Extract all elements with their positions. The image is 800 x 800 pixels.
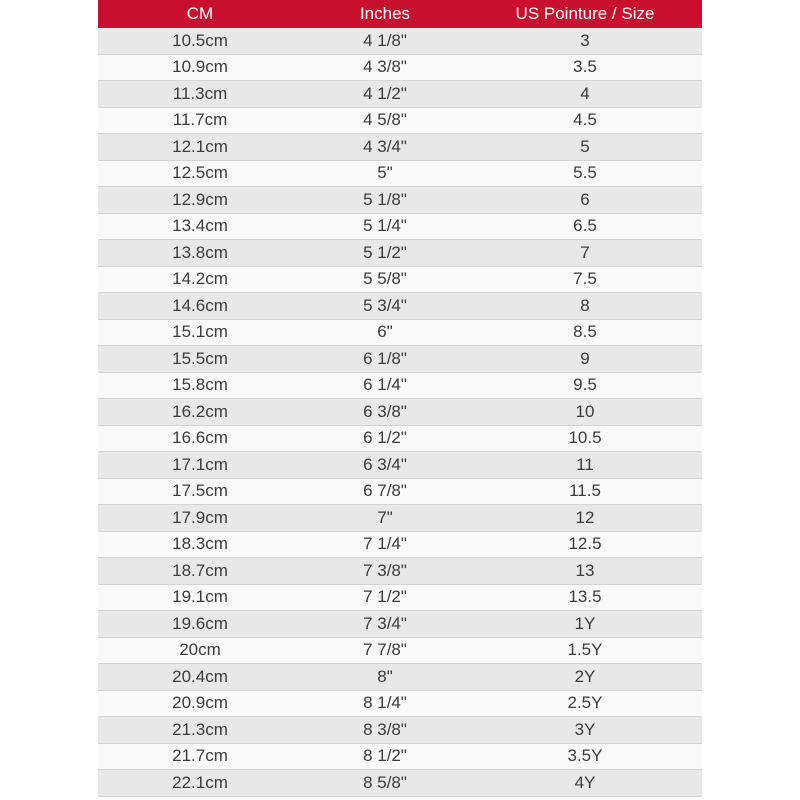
table-row (98, 319, 702, 346)
header-us-size: US Pointure / Size (468, 0, 702, 28)
cell-us-size: 3.5Y (468, 743, 702, 770)
cell-inches: 5 3/4" (302, 293, 468, 320)
cell-us-size: 10.5 (468, 425, 702, 452)
cell-inches: 4 5/8" (302, 107, 468, 134)
cell-us-size: 3.5 (468, 54, 702, 81)
table-row (98, 160, 702, 187)
cell-cm: 20.4cm (98, 664, 302, 691)
header-row (98, 0, 702, 28)
cell-inches: 6 7/8" (302, 478, 468, 505)
cell-cm: 20cm (98, 637, 302, 664)
table-row (98, 505, 702, 532)
table-row (98, 770, 702, 797)
cell-cm: 17.9cm (98, 505, 302, 532)
cell-cm: 12.9cm (98, 187, 302, 214)
table-row (98, 81, 702, 108)
cell-us-size: 5.5 (468, 160, 702, 187)
cell-inches: 6 3/4" (302, 452, 468, 479)
cell-us-size: 2.5Y (468, 690, 702, 717)
cell-cm: 21.3cm (98, 717, 302, 744)
cell-cm: 18.3cm (98, 531, 302, 558)
cell-inches: 5 1/2" (302, 240, 468, 267)
cell-inches: 4 1/2" (302, 81, 468, 108)
cell-inches: 4 3/4" (302, 134, 468, 161)
cell-cm: 20.9cm (98, 690, 302, 717)
cell-inches: 8 1/4" (302, 690, 468, 717)
header-cm: CM (98, 0, 302, 28)
cell-cm: 19.6cm (98, 611, 302, 638)
table-row (98, 372, 702, 399)
table-header (98, 0, 702, 28)
size-chart (98, 0, 702, 800)
table-row (98, 399, 702, 426)
table-row (98, 690, 702, 717)
cell-us-size: 4.5 (468, 107, 702, 134)
table-row (98, 266, 702, 293)
table-row (98, 107, 702, 134)
table-row (98, 743, 702, 770)
cell-inches: 5" (302, 160, 468, 187)
cell-cm: 17.5cm (98, 478, 302, 505)
cell-us-size: 4Y (468, 770, 702, 797)
table-row (98, 240, 702, 267)
table-row (98, 558, 702, 585)
header-inches: Inches (302, 0, 468, 28)
cell-inches: 6 1/4" (302, 372, 468, 399)
cell-us-size: 2Y (468, 664, 702, 691)
cell-inches: 8" (302, 664, 468, 691)
table-row (98, 54, 702, 81)
table-row (98, 611, 702, 638)
cell-inches: 7 1/2" (302, 584, 468, 611)
cell-cm: 18.7cm (98, 558, 302, 585)
cell-us-size: 6.5 (468, 213, 702, 240)
cell-cm: 21.7cm (98, 743, 302, 770)
cell-inches: 7" (302, 505, 468, 532)
cell-us-size: 12.5 (468, 531, 702, 558)
cell-inches: 7 7/8" (302, 637, 468, 664)
table-row (98, 187, 702, 214)
cell-cm: 17.1cm (98, 452, 302, 479)
cell-us-size: 1.5Y (468, 637, 702, 664)
table-row (98, 584, 702, 611)
table-row (98, 134, 702, 161)
cell-inches: 6 1/8" (302, 346, 468, 373)
cell-inches: 5 1/8" (302, 187, 468, 214)
cell-cm: 13.4cm (98, 213, 302, 240)
cell-cm: 16.6cm (98, 425, 302, 452)
cell-inches: 8 1/2" (302, 743, 468, 770)
cell-cm: 10.5cm (98, 28, 302, 54)
cell-cm: 11.3cm (98, 81, 302, 108)
cell-cm: 16.2cm (98, 399, 302, 426)
cell-us-size: 7 (468, 240, 702, 267)
table-row (98, 28, 702, 54)
cell-cm: 13.8cm (98, 240, 302, 267)
cell-inches: 4 1/8" (302, 28, 468, 54)
cell-cm: 10.9cm (98, 54, 302, 81)
cell-us-size: 12 (468, 505, 702, 532)
cell-inches: 4 3/8" (302, 54, 468, 81)
cell-us-size: 9 (468, 346, 702, 373)
cell-us-size: 11 (468, 452, 702, 479)
table-row (98, 664, 702, 691)
cell-us-size: 11.5 (468, 478, 702, 505)
cell-cm: 12.1cm (98, 134, 302, 161)
table-row (98, 717, 702, 744)
table-row (98, 213, 702, 240)
cell-inches: 5 5/8" (302, 266, 468, 293)
cell-inches: 5 1/4" (302, 213, 468, 240)
cell-us-size: 3Y (468, 717, 702, 744)
cell-us-size: 9.5 (468, 372, 702, 399)
cell-us-size: 13 (468, 558, 702, 585)
cell-us-size: 3 (468, 28, 702, 54)
cell-us-size: 6 (468, 187, 702, 214)
cell-inches: 7 3/4" (302, 611, 468, 638)
cell-inches: 8 3/8" (302, 717, 468, 744)
table-row (98, 425, 702, 452)
cell-cm: 15.1cm (98, 319, 302, 346)
table-row (98, 531, 702, 558)
cell-us-size: 5 (468, 134, 702, 161)
table-body (98, 28, 702, 796)
cell-cm: 22.1cm (98, 770, 302, 797)
cell-us-size: 8.5 (468, 319, 702, 346)
cell-cm: 14.6cm (98, 293, 302, 320)
cell-inches: 6 1/2" (302, 425, 468, 452)
table-row (98, 478, 702, 505)
table-row (98, 293, 702, 320)
cell-us-size: 1Y (468, 611, 702, 638)
cell-inches: 7 3/8" (302, 558, 468, 585)
cell-us-size: 13.5 (468, 584, 702, 611)
cell-inches: 8 5/8" (302, 770, 468, 797)
table-row (98, 346, 702, 373)
cell-cm: 15.8cm (98, 372, 302, 399)
cell-inches: 6 3/8" (302, 399, 468, 426)
table-row (98, 452, 702, 479)
size-table (98, 0, 702, 797)
cell-us-size: 4 (468, 81, 702, 108)
table-row (98, 637, 702, 664)
cell-cm: 15.5cm (98, 346, 302, 373)
cell-us-size: 8 (468, 293, 702, 320)
cell-inches: 7 1/4" (302, 531, 468, 558)
cell-cm: 11.7cm (98, 107, 302, 134)
cell-cm: 14.2cm (98, 266, 302, 293)
cell-cm: 19.1cm (98, 584, 302, 611)
cell-cm: 12.5cm (98, 160, 302, 187)
cell-us-size: 7.5 (468, 266, 702, 293)
cell-us-size: 10 (468, 399, 702, 426)
cell-inches: 6" (302, 319, 468, 346)
